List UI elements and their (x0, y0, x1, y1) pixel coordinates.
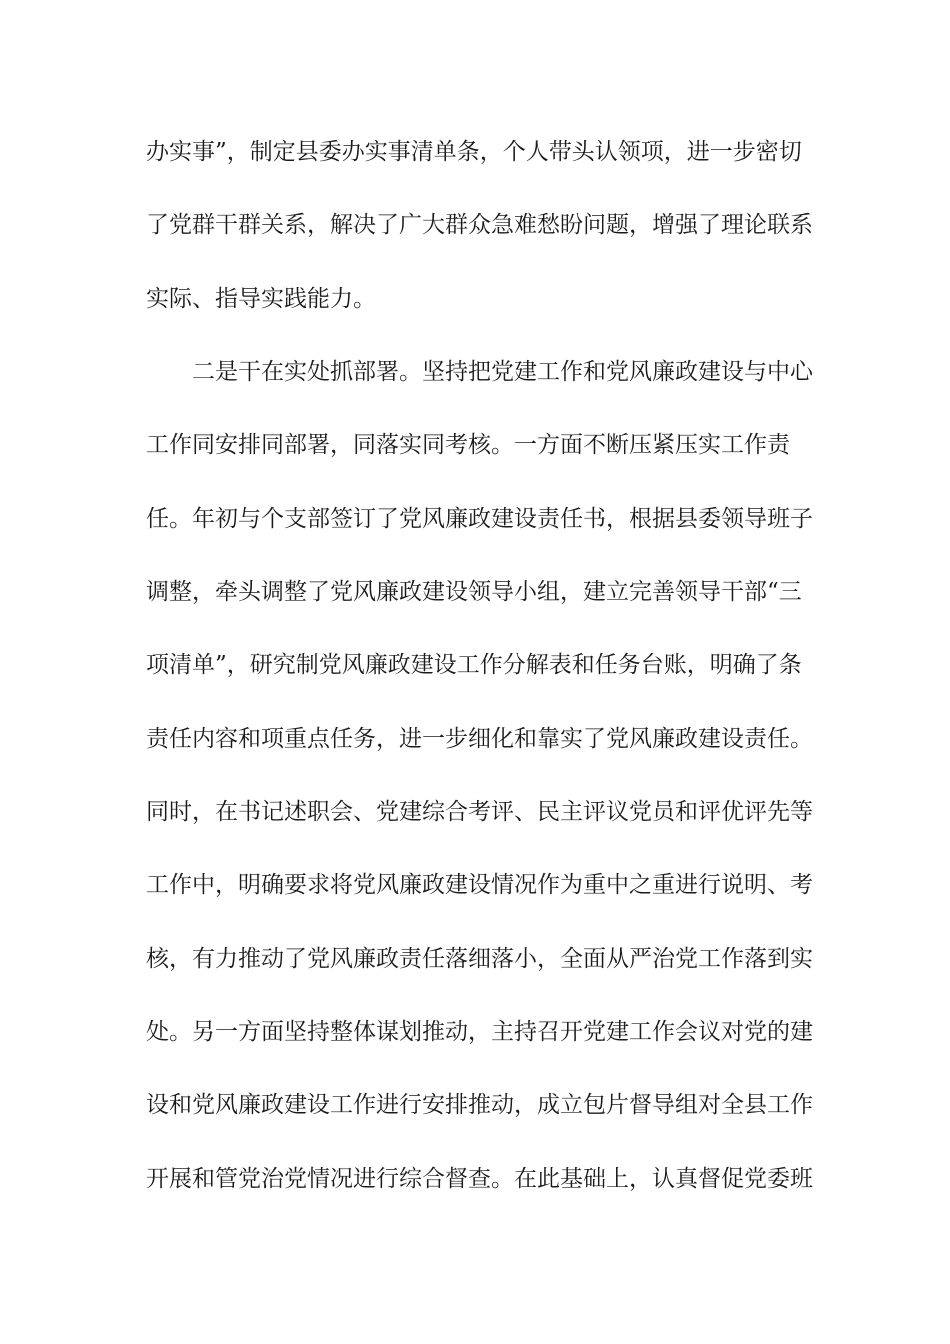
paragraph-line: 设和党风廉政建设工作进行安排推动，成立包片督导组对全县工作 (146, 1092, 813, 1118)
paragraph-line: 同时，在书记述职会、党建综合考评、民主评议党员和评优评先等 (146, 799, 813, 825)
paragraph-line: 实际、指导实践能力。 (146, 286, 376, 312)
paragraph-line: 办实事”，制定县委办实事清单条，个人带头认领项，进一步密切 (146, 139, 802, 165)
paragraph-line: 调整，牵头调整了党风廉政建设领导小组，建立完善领导干部“三 (146, 579, 802, 605)
paragraph-line: 责任内容和项重点任务，进一步细化和靠实了党风廉政建设责任。 (146, 726, 813, 752)
paragraph-line: 开展和管党治党情况进行综合督查。在此基础上，认真督促党委班 (146, 1166, 813, 1192)
paragraph-line: 工作同安排同部署，同落实同考核。一方面不断压紧压实工作责 (146, 432, 790, 458)
paragraph-line: 了党群干群关系，解决了广大群众急难愁盼问题，增强了理论联系 (146, 212, 813, 238)
paragraph-line: 任。年初与个支部签订了党风廉政建设责任书，根据县委领导班子 (146, 506, 813, 532)
paragraph-line: 工作中，明确要求将党风廉政建设情况作为重中之重进行说明、考 (146, 872, 813, 898)
paragraph-line: 处。另一方面坚持整体谋划推动，主持召开党建工作会议对党的建 (146, 1019, 813, 1045)
paragraph-line: 核，有力推动了党风廉政责任落细落小，全面从严治党工作落到实 (146, 946, 813, 972)
paragraph-line: 二是干在实处抓部署。坚持把党建工作和党风廉政建设与中心 (192, 359, 813, 385)
paragraph-line: 项清单”，研究制党风廉政建设工作分解表和任务台账，明确了条 (146, 652, 802, 678)
